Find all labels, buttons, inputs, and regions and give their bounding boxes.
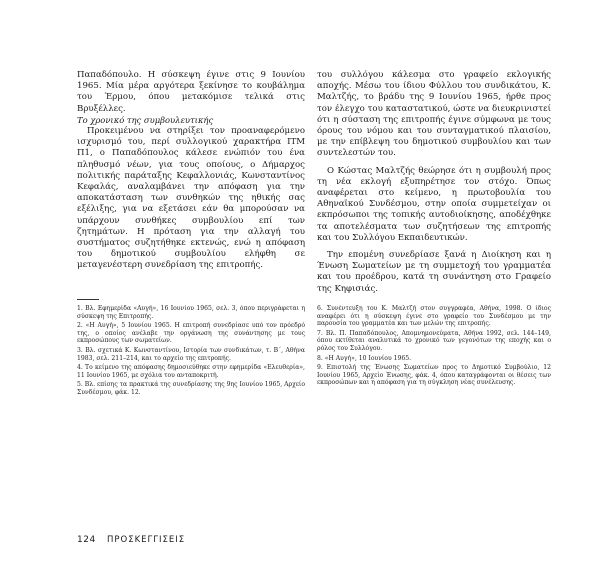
footnote: 9. Επιστολή της Ένωσης Σωματείων προς το Δημοτικό Συμβούλιο, 12 Ιουνίου 1965, Αρχείο Ένωσης, φάκ. 4, όπου καταγράφονται οι θέσεις των εκπροσώπων και η απόφαση για τη σύγκληση νέας συνέλευσης. [317, 364, 551, 387]
running-head: ΠΡΟΣΚΕΓΓΙΣΕΙΣ [107, 535, 186, 545]
footnotes-right [317, 305, 551, 389]
page-number: 124 [77, 535, 96, 545]
footnotes-left [77, 305, 305, 399]
body-paragraph: του συλλόγου κάλεσμα στο γραφείο εκλογικής αποχής. Μέσω του ίδιου Φύλλου του συνδικάτου, Κ. Μαλτζής, το βράδυ της 9 Ιουνίου 1965, ήρθε προς τον έλεγχο του καταστατικού, ώστε να διευκρινιστεί ότι η σύσταση της επιτροπής έγινε σύμφωνα με τους όρους του νόμου και του συνταγματικού πλαισίου, με την επίβλεψη του δημοτικού συμβουλίου και των συντελεστών του. [317, 70, 551, 159]
body-paragraph: Ο Κώστας Μαλτζής θεώρησε ότι η συμβουλή προς τη νέα εκλογή εξυπηρέτησε τον στόχο. Όπως αναφέρεται στο κείμενο, η πρωτοβουλία του Αθηναϊκού Συνδέσμου, στην οποία συμμετείχαν οι εκπρόσωποι της τοπικής αυτοδιοίκησης, αποδέχθηκε τα αποτελέσματα των συζητήσεων της επιτροπής και του Συλλόγου Εκπαιδευτικών. [317, 165, 551, 243]
footnote: 6. Συνέντευξη του Κ. Μαλτζή στον συγγραφέα, Αθήνα, 1998. Ο ίδιος αναφέρει ότι η σύσκεψη έγινε στο γραφείο του Συνδέσμου με την παρουσία του γραμματέα και των μελών της επιτροπής. [317, 305, 551, 328]
footnote-separator [77, 299, 99, 300]
body-paragraph: Την επομένη συνεδρίασε ξανά η Διοίκηση και η Ένωση Σωματείων με τη συμμετοχή του γραμματέα και του προέδρου, κατά τη συνάντηση στο Γραφείο της Κηφισιάς. [317, 250, 551, 294]
footnote: 4. Το κείμενο της απόφασης δημοσιεύθηκε στην εφημερίδα «Ελευθερία», 11 Ιουνίου 1965, με σχόλια του ανταποκριτή. [77, 364, 305, 379]
right-column [317, 70, 551, 295]
intro-paragraph: Παπαδόπουλο. Η σύσκεψη έγινε στις 9 Ιουνίου 1965. Μία μέρα αργότερα ξεκίνησε το κουβάλημα του Έρμου, όπου μετακόμισε τελικά στις Βρυξέλλες. [77, 70, 305, 114]
footnote: 3. Βλ. σχετικά Κ. Κωνσταντίνου, Ιστορία των συνδικάτων, τ. Β΄, Αθήνα 1983, σελ. 211–214, και το αρχείο της επιτροπής. [77, 346, 305, 362]
footnote: 1. Βλ. Εφημερίδα «Αυγή», 16 Ιουνίου 1965, σελ. 3, όπου περιγράφεται η σύσκεψη της Επιτροπής. [77, 305, 305, 320]
footnote: 2. «Η Αυγή», 5 Ιουνίου 1965. Η επιτροπή συνεδρίασε υπό τον πρόεδρό της, ο οποίος ανέλαβε την οργάνωση της συνάντησης με τους εκπροσώπους των σωματείων. [77, 322, 305, 345]
footnote: 7. Βλ. Π. Παπαδόπουλος, Απομνημονεύματα, Αθήνα 1992, σελ. 144–149, όπου εκτίθεται αναλυτικά το χρονικό των γεγονότων της εποχής και ο ρόλος του Συλλόγου. [317, 329, 551, 352]
footnote: 5. Βλ. επίσης τα πρακτικά της συνεδρίασης της 9ης Ιουνίου 1965, Αρχείο Συνδέσμου, φάκ. 12. [77, 381, 305, 396]
page-footer [77, 535, 551, 549]
section-subheading: Το χρονικό της συμβουλευτικής [77, 114, 214, 125]
footnote: 8. «Η Αυγή», 10 Ιουνίου 1965. [317, 354, 412, 362]
body-paragraph: Προκειμένου να στηρίξει τον προαναφερόμενο ισχυρισμό του, περί συλλογικού χαρακτήρα ΙΤΜ Π1, ο Παπαδόπουλος κάλεσε ενώπιόν του ένα πληθυσμό νέων, για τους οποίους, ο Δήμαρχος πολιτικής παράταξης Κεφαλλονιάς, Κωνσταντίνος Κεφαλάς, αναλαμβάνει την απόφαση για την αποκατάσταση των συνθηκών της ηθικής σας εξέλιξης, για να εξετάσει εάν θα μπορούσαν να υπάρχουν συνθήκες συμβουλίου επί των ζητημάτων. Η πρόταση για την αλλαγή του συστήματος συζητήθηκε εκτενώς, ενώ η απόφαση του δημοτικού συμβουλίου ελήφθη σε μεταγενέστερη συνεδρίαση της επιτροπής. [77, 126, 305, 271]
left-column [77, 70, 305, 272]
